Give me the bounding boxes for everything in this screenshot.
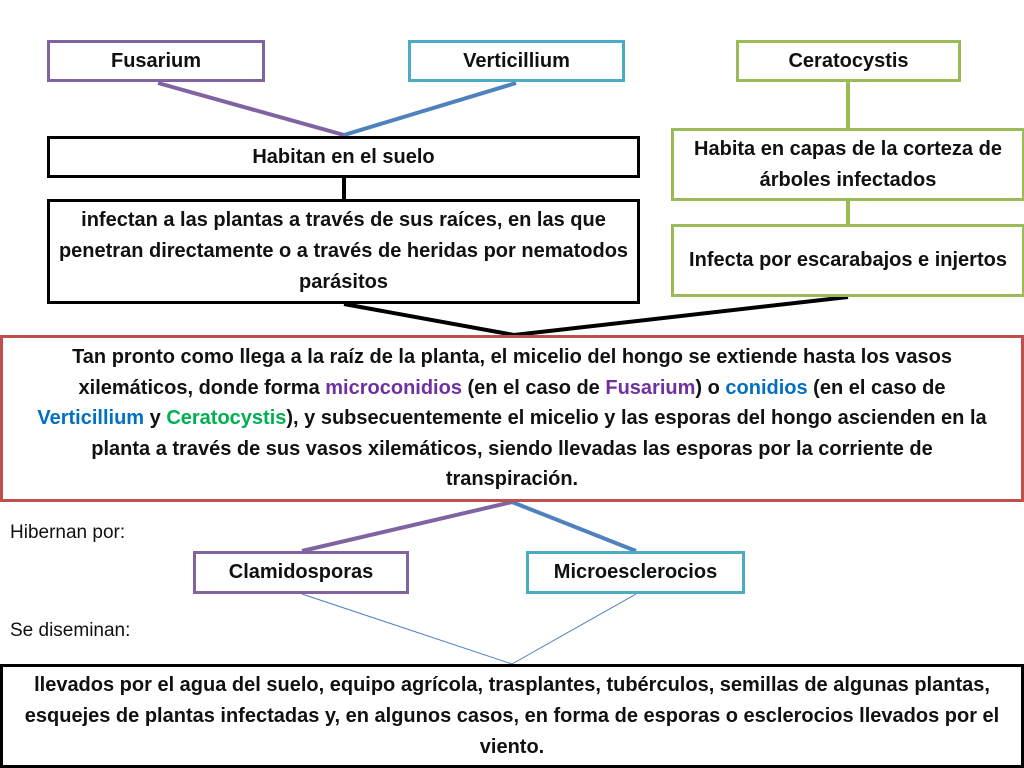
process-text-part: (en el caso de xyxy=(461,376,606,399)
ceratocystis-label: Ceratocystis xyxy=(788,49,909,72)
microesclerocios-box xyxy=(526,551,745,594)
process-text-part: y xyxy=(144,407,167,430)
verticillium-label: Verticillium xyxy=(463,49,570,72)
clamidosporas-box xyxy=(193,551,409,594)
verticillium-box xyxy=(408,40,625,82)
soil-habitat-box xyxy=(47,136,640,178)
conidios-term: conidios xyxy=(725,376,808,399)
dissemination-box xyxy=(0,664,1024,768)
microesclerocios-label: Microesclerocios xyxy=(553,561,718,583)
process-text-part: (en el caso de xyxy=(807,376,946,399)
soil-infection-text: infectan a las plantas a través de sus raíces, en las que penetran directamente o a través de heridas por nematodos parásitos xyxy=(58,209,629,293)
process-text-part: ) o xyxy=(695,376,726,399)
soil-habitat-text: Habitan en el suelo xyxy=(252,145,435,168)
verticillium-term: Verticillium xyxy=(37,407,145,430)
fusarium-label: Fusarium xyxy=(110,49,202,72)
process-text-part: Tan pronto como llega a la raíz de la planta, el micelio del hongo se extiende hasta los vasos xilemáticos, donde forma xyxy=(72,346,952,399)
fusarium-box xyxy=(47,40,265,82)
ceratocystis-term: Ceratocystis xyxy=(166,407,287,430)
hibernation-connector xyxy=(302,502,636,551)
microconidios-term: microconidios xyxy=(325,376,462,399)
beetle-infection-box xyxy=(671,224,1024,297)
dissemination-connector xyxy=(302,594,636,664)
dissemination-text: llevados por el agua del suelo, equipo agrícola, trasplantes, tubérculos, semillas de algunas plantas, esquejes de plantas infectadas y, en algunos casos, en forma de esporas o esclerocios llevados por el viento. xyxy=(24,673,1000,758)
hibernation-label: Hibernan por: xyxy=(10,522,126,543)
verticillium-connector xyxy=(344,83,516,135)
process-text xyxy=(23,342,1001,495)
process-box xyxy=(0,335,1024,502)
bark-habitat-text: Habita en capas de la corteza de árboles infectados xyxy=(694,137,1002,191)
beetle-infection-text: Infecta por escarabajos e injertos xyxy=(689,249,1007,271)
bark-habitat-box xyxy=(671,128,1024,201)
fusarium-connector xyxy=(158,83,344,135)
process-text-part: ), y subsecuentemente el micelio y las esporas del hongo ascienden en la planta a través de sus vasos xilemáticos, siendo llevadas las esporas por la corriente de transpiración. xyxy=(91,407,987,491)
dissemination-label: Se diseminan: xyxy=(10,620,131,641)
fusarium-term: Fusarium xyxy=(605,376,696,399)
ceratocystis-box xyxy=(736,40,961,82)
soil-infection-box xyxy=(47,199,640,304)
clamidosporas-label: Clamidosporas xyxy=(228,561,374,583)
